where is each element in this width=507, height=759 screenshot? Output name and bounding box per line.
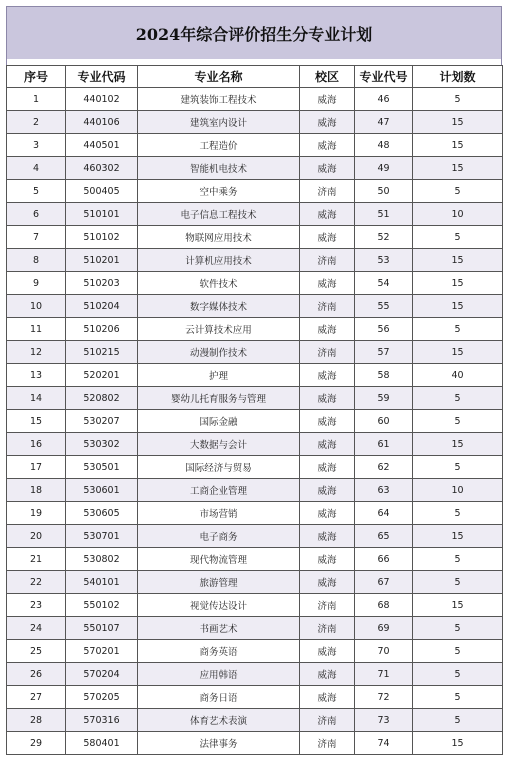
table-row — [7, 341, 503, 364]
cell-plan-count: 15 — [413, 295, 503, 318]
cell-major-code: 510215 — [66, 341, 138, 364]
cell-seq: 6 — [7, 203, 66, 226]
cell-major-number: 64 — [355, 502, 413, 525]
cell-major-name: 电子信息工程技术 — [138, 203, 300, 226]
cell-plan-count: 5 — [413, 502, 503, 525]
cell-campus: 威海 — [300, 387, 355, 410]
cell-campus: 威海 — [300, 410, 355, 433]
cell-campus: 威海 — [300, 479, 355, 502]
cell-seq: 26 — [7, 663, 66, 686]
cell-major-name: 软件技术 — [138, 272, 300, 295]
cell-seq: 22 — [7, 571, 66, 594]
header-plan-count: 计划数 — [413, 66, 503, 88]
cell-major-number: 53 — [355, 249, 413, 272]
cell-major-code: 570204 — [66, 663, 138, 686]
cell-major-code: 460302 — [66, 157, 138, 180]
cell-campus: 济南 — [300, 249, 355, 272]
cell-major-number: 61 — [355, 433, 413, 456]
cell-major-name: 应用韩语 — [138, 663, 300, 686]
cell-campus: 济南 — [300, 295, 355, 318]
cell-plan-count: 15 — [413, 272, 503, 295]
cell-seq: 2 — [7, 111, 66, 134]
cell-major-code: 510203 — [66, 272, 138, 295]
table-row — [7, 502, 503, 525]
cell-seq: 4 — [7, 157, 66, 180]
cell-major-code: 510102 — [66, 226, 138, 249]
cell-major-name: 商务日语 — [138, 686, 300, 709]
table-row — [7, 134, 503, 157]
cell-major-name: 法律事务 — [138, 732, 300, 755]
table-row — [7, 111, 503, 134]
cell-major-code: 530207 — [66, 410, 138, 433]
header-major-name: 专业名称 — [138, 66, 300, 88]
header-campus: 校区 — [300, 66, 355, 88]
cell-campus: 济南 — [300, 617, 355, 640]
cell-major-number: 52 — [355, 226, 413, 249]
cell-major-number: 46 — [355, 88, 413, 111]
cell-campus: 济南 — [300, 709, 355, 732]
cell-major-number: 68 — [355, 594, 413, 617]
table-body — [7, 88, 503, 755]
cell-plan-count: 5 — [413, 226, 503, 249]
cell-plan-count: 10 — [413, 203, 503, 226]
cell-campus: 威海 — [300, 272, 355, 295]
table-row — [7, 525, 503, 548]
table-row — [7, 548, 503, 571]
cell-major-name: 护理 — [138, 364, 300, 387]
cell-seq: 18 — [7, 479, 66, 502]
cell-major-code: 440106 — [66, 111, 138, 134]
cell-seq: 11 — [7, 318, 66, 341]
cell-seq: 3 — [7, 134, 66, 157]
cell-campus: 威海 — [300, 318, 355, 341]
plan-table — [6, 65, 503, 755]
cell-major-name: 建筑室内设计 — [138, 111, 300, 134]
table-row — [7, 410, 503, 433]
table-row — [7, 594, 503, 617]
cell-major-code: 510101 — [66, 203, 138, 226]
cell-major-name: 空中乘务 — [138, 180, 300, 203]
page-title: 2024年综合评价招生分专业计划 — [135, 24, 373, 44]
cell-major-name: 婴幼儿托育服务与管理 — [138, 387, 300, 410]
cell-major-code: 520201 — [66, 364, 138, 387]
table-row — [7, 157, 503, 180]
cell-major-number: 59 — [355, 387, 413, 410]
cell-major-code: 440102 — [66, 88, 138, 111]
enrollment-plan-sheet — [6, 6, 502, 755]
table-row — [7, 249, 503, 272]
table-row — [7, 387, 503, 410]
cell-campus: 威海 — [300, 157, 355, 180]
cell-major-code: 520802 — [66, 387, 138, 410]
cell-plan-count: 5 — [413, 88, 503, 111]
cell-major-number: 55 — [355, 295, 413, 318]
table-row — [7, 709, 503, 732]
table-row — [7, 640, 503, 663]
table-row — [7, 88, 503, 111]
cell-major-name: 现代物流管理 — [138, 548, 300, 571]
cell-major-number: 48 — [355, 134, 413, 157]
cell-major-code: 510204 — [66, 295, 138, 318]
cell-campus: 威海 — [300, 203, 355, 226]
cell-plan-count: 10 — [413, 479, 503, 502]
cell-major-name: 国际金融 — [138, 410, 300, 433]
cell-major-number: 72 — [355, 686, 413, 709]
cell-campus: 威海 — [300, 456, 355, 479]
title-band — [6, 6, 502, 59]
cell-plan-count: 5 — [413, 617, 503, 640]
cell-major-number: 58 — [355, 364, 413, 387]
cell-campus: 济南 — [300, 341, 355, 364]
table-row — [7, 571, 503, 594]
cell-major-name: 国际经济与贸易 — [138, 456, 300, 479]
cell-major-code: 530601 — [66, 479, 138, 502]
cell-major-number: 51 — [355, 203, 413, 226]
cell-major-number: 62 — [355, 456, 413, 479]
table-header — [7, 66, 503, 88]
cell-plan-count: 5 — [413, 456, 503, 479]
cell-major-number: 56 — [355, 318, 413, 341]
cell-major-name: 体育艺术表演 — [138, 709, 300, 732]
cell-major-name: 计算机应用技术 — [138, 249, 300, 272]
table-row — [7, 318, 503, 341]
cell-major-name: 书画艺术 — [138, 617, 300, 640]
cell-campus: 济南 — [300, 594, 355, 617]
cell-major-name: 商务英语 — [138, 640, 300, 663]
table-row — [7, 272, 503, 295]
table-row — [7, 226, 503, 249]
cell-plan-count: 15 — [413, 134, 503, 157]
cell-seq: 15 — [7, 410, 66, 433]
cell-major-number: 60 — [355, 410, 413, 433]
cell-major-code: 510201 — [66, 249, 138, 272]
cell-seq: 27 — [7, 686, 66, 709]
cell-plan-count: 5 — [413, 548, 503, 571]
header-seq: 序号 — [7, 66, 66, 88]
cell-plan-count: 5 — [413, 686, 503, 709]
cell-major-code: 530802 — [66, 548, 138, 571]
cell-plan-count: 5 — [413, 180, 503, 203]
cell-major-name: 云计算技术应用 — [138, 318, 300, 341]
cell-plan-count: 15 — [413, 594, 503, 617]
cell-major-code: 500405 — [66, 180, 138, 203]
cell-plan-count: 5 — [413, 318, 503, 341]
header-major-code: 专业代码 — [66, 66, 138, 88]
cell-campus: 威海 — [300, 640, 355, 663]
cell-seq: 16 — [7, 433, 66, 456]
table-row — [7, 617, 503, 640]
cell-major-number: 74 — [355, 732, 413, 755]
cell-seq: 8 — [7, 249, 66, 272]
cell-major-code: 510206 — [66, 318, 138, 341]
cell-major-number: 54 — [355, 272, 413, 295]
cell-major-name: 建筑装饰工程技术 — [138, 88, 300, 111]
cell-major-number: 57 — [355, 341, 413, 364]
cell-seq: 23 — [7, 594, 66, 617]
cell-seq: 21 — [7, 548, 66, 571]
cell-plan-count: 5 — [413, 640, 503, 663]
cell-major-code: 570205 — [66, 686, 138, 709]
cell-plan-count: 15 — [413, 157, 503, 180]
cell-seq: 14 — [7, 387, 66, 410]
cell-plan-count: 15 — [413, 249, 503, 272]
table-row — [7, 479, 503, 502]
cell-major-name: 电子商务 — [138, 525, 300, 548]
cell-campus: 威海 — [300, 364, 355, 387]
cell-plan-count: 15 — [413, 525, 503, 548]
cell-major-name: 市场营销 — [138, 502, 300, 525]
cell-campus: 威海 — [300, 134, 355, 157]
cell-major-code: 540101 — [66, 571, 138, 594]
cell-major-name: 数字媒体技术 — [138, 295, 300, 318]
cell-campus: 威海 — [300, 111, 355, 134]
table-row — [7, 180, 503, 203]
cell-plan-count: 5 — [413, 387, 503, 410]
cell-campus: 威海 — [300, 525, 355, 548]
cell-major-number: 71 — [355, 663, 413, 686]
table-row — [7, 433, 503, 456]
cell-seq: 28 — [7, 709, 66, 732]
cell-seq: 1 — [7, 88, 66, 111]
cell-major-name: 大数据与会计 — [138, 433, 300, 456]
cell-seq: 9 — [7, 272, 66, 295]
cell-major-code: 530501 — [66, 456, 138, 479]
cell-major-name: 旅游管理 — [138, 571, 300, 594]
cell-seq: 5 — [7, 180, 66, 203]
cell-campus: 威海 — [300, 663, 355, 686]
cell-major-number: 63 — [355, 479, 413, 502]
cell-seq: 7 — [7, 226, 66, 249]
cell-major-number: 50 — [355, 180, 413, 203]
cell-major-number: 69 — [355, 617, 413, 640]
table-row — [7, 686, 503, 709]
table-row — [7, 663, 503, 686]
cell-major-number: 65 — [355, 525, 413, 548]
cell-seq: 19 — [7, 502, 66, 525]
cell-campus: 济南 — [300, 180, 355, 203]
cell-major-code: 530302 — [66, 433, 138, 456]
cell-seq: 20 — [7, 525, 66, 548]
cell-plan-count: 15 — [413, 111, 503, 134]
cell-plan-count: 5 — [413, 709, 503, 732]
cell-plan-count: 15 — [413, 341, 503, 364]
table-row — [7, 364, 503, 387]
cell-major-code: 580401 — [66, 732, 138, 755]
cell-major-code: 550107 — [66, 617, 138, 640]
table-row — [7, 203, 503, 226]
cell-campus: 威海 — [300, 433, 355, 456]
cell-major-name: 工程造价 — [138, 134, 300, 157]
cell-major-name: 物联网应用技术 — [138, 226, 300, 249]
cell-campus: 威海 — [300, 502, 355, 525]
cell-seq: 25 — [7, 640, 66, 663]
cell-seq: 24 — [7, 617, 66, 640]
cell-major-number: 67 — [355, 571, 413, 594]
cell-campus: 威海 — [300, 571, 355, 594]
cell-seq: 12 — [7, 341, 66, 364]
cell-campus: 威海 — [300, 686, 355, 709]
cell-plan-count: 40 — [413, 364, 503, 387]
cell-major-number: 73 — [355, 709, 413, 732]
cell-plan-count: 5 — [413, 410, 503, 433]
cell-major-number: 47 — [355, 111, 413, 134]
cell-major-code: 570201 — [66, 640, 138, 663]
cell-major-code: 530605 — [66, 502, 138, 525]
cell-plan-count: 5 — [413, 663, 503, 686]
cell-campus: 威海 — [300, 548, 355, 571]
cell-major-code: 440501 — [66, 134, 138, 157]
header-major-number: 专业代号 — [355, 66, 413, 88]
table-row — [7, 295, 503, 318]
table-row — [7, 456, 503, 479]
cell-major-number: 70 — [355, 640, 413, 663]
cell-plan-count: 15 — [413, 732, 503, 755]
cell-major-name: 视觉传达设计 — [138, 594, 300, 617]
cell-seq: 13 — [7, 364, 66, 387]
cell-plan-count: 15 — [413, 433, 503, 456]
cell-major-code: 550102 — [66, 594, 138, 617]
cell-seq: 10 — [7, 295, 66, 318]
cell-seq: 17 — [7, 456, 66, 479]
cell-major-code: 570316 — [66, 709, 138, 732]
cell-major-code: 530701 — [66, 525, 138, 548]
cell-major-name: 工商企业管理 — [138, 479, 300, 502]
cell-major-name: 动漫制作技术 — [138, 341, 300, 364]
table-row — [7, 732, 503, 755]
cell-major-number: 66 — [355, 548, 413, 571]
cell-seq: 29 — [7, 732, 66, 755]
cell-campus: 济南 — [300, 732, 355, 755]
cell-plan-count: 5 — [413, 571, 503, 594]
cell-campus: 威海 — [300, 226, 355, 249]
cell-major-number: 49 — [355, 157, 413, 180]
cell-major-name: 智能机电技术 — [138, 157, 300, 180]
cell-campus: 威海 — [300, 88, 355, 111]
